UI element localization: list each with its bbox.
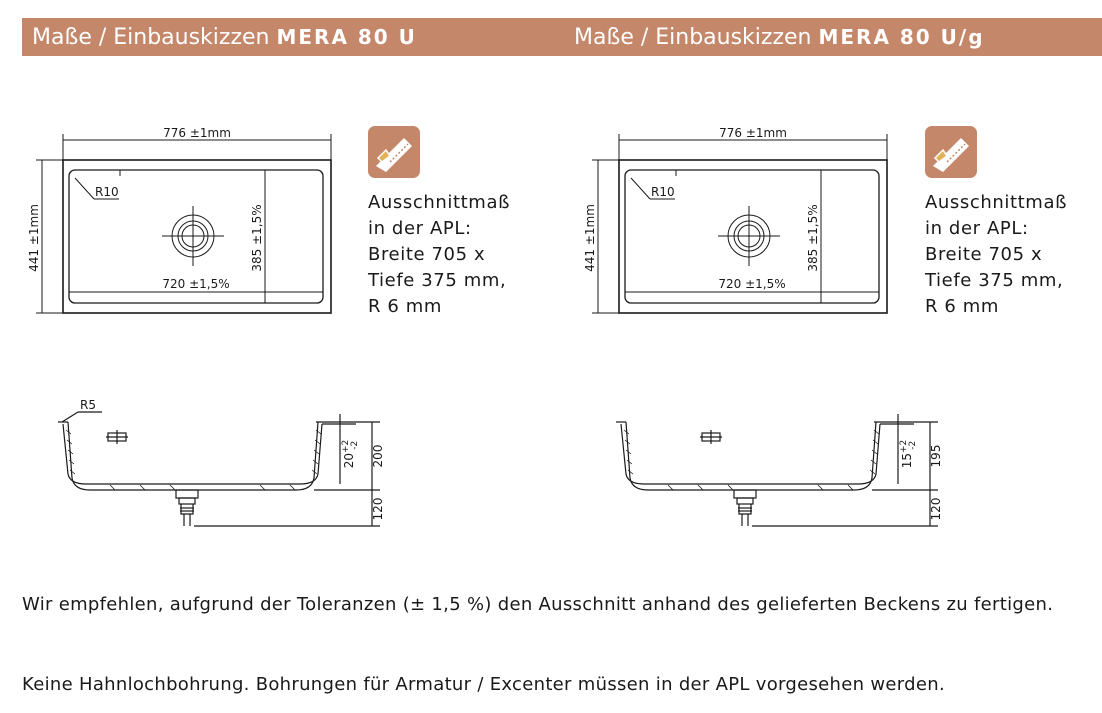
saw-icon <box>368 126 420 178</box>
dim-width: 776 ±1mm <box>719 126 787 140</box>
dim-height: 441 ±1mm <box>27 204 41 272</box>
header-bar <box>22 18 1102 56</box>
dim-rim-depth: $20^{+2}-2$ <box>341 439 360 469</box>
dim-inner-depth: 385 ±1,5% <box>806 204 820 272</box>
dim-height: 441 ±1mm <box>583 204 597 272</box>
saw-icon <box>925 126 977 178</box>
dim-radius-r5: R5 <box>80 398 96 412</box>
drilling-note: Keine Hahnlochbohrung. Bohrungen für Armatur / Excenter müssen in der APL vorgesehen werden. <box>22 674 945 695</box>
header-title-right: Maße / Einbauskizzen MERA 80 U/g <box>574 25 985 50</box>
cutout-note-left: Ausschnittmaß in der APL: Breite 705 x Tiefe 375 mm, R 6 mm <box>368 192 511 317</box>
dim-drain-depth: 120 <box>371 497 385 521</box>
dim-bowl-depth: 200 <box>371 444 385 468</box>
dim-width: 776 ±1mm <box>163 126 231 140</box>
side-view-drawing-left <box>50 390 410 540</box>
dim-radius: R10 <box>651 185 675 199</box>
top-view-drawing-right <box>578 120 938 320</box>
header-title-left: Maße / Einbauskizzen MERA 80 U <box>32 25 417 50</box>
cutout-note-right: Ausschnittmaß in der APL: Breite 705 x Tiefe 375 mm, R 6 mm <box>925 192 1068 317</box>
dim-radius: R10 <box>95 185 119 199</box>
side-view-drawing-right <box>608 390 968 540</box>
dim-inner-depth: 385 ±1,5% <box>250 204 264 272</box>
dim-inner-width: 720 ±1,5% <box>718 277 786 291</box>
dim-bowl-depth: 195 <box>929 444 943 468</box>
dim-rim-depth: $15^{+2}-2$ <box>899 439 918 469</box>
top-view-drawing-left <box>22 120 382 320</box>
dim-drain-depth: 120 <box>929 497 943 521</box>
dim-inner-width: 720 ±1,5% <box>162 277 230 291</box>
tolerance-note: Wir empfehlen, aufgrund der Toleranzen (± 1,5 %) den Ausschnitt anhand des gelieferten Beckens zu fertigen. <box>22 594 1054 615</box>
